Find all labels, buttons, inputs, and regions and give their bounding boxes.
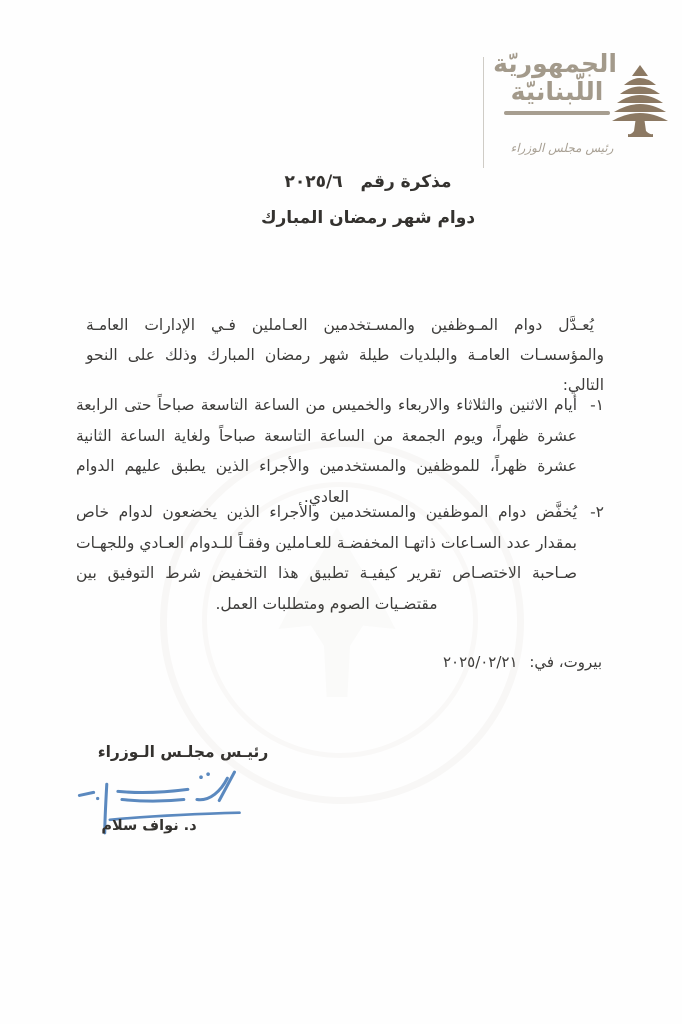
signer-title: رئيـس مجلـس الـوزراء — [97, 743, 269, 761]
memo-number-line — [158, 172, 578, 192]
item-1-number: ١- — [590, 396, 604, 414]
republic-calligraphy — [493, 49, 617, 115]
memo-label: مذكرة رقم — [360, 172, 452, 192]
memo-subject: دوام شهر رمضان المبارك — [260, 208, 476, 228]
item-1-text: أيام الاثنين والثلاثاء والاربعاء والخميس من الساعة التاسعة صباحاً حتى الرابعة عشرة ظهراً، ويوم الجمعة من الساعة التاسعة صباحاً ولغاية الساعة الثانية عشرة ظهراً، للموظفين والمستخدمين والأجراء الذين يطبق عليهم الدوام العادي. — [76, 396, 577, 506]
list-item-1 — [76, 390, 604, 512]
date-label: بيروت، في: — [529, 653, 602, 671]
letterhead-office-script: رئيس مجلس الوزراء — [510, 141, 614, 155]
letterhead-divider — [483, 57, 484, 168]
republic-name-line2: اللّبنانيّة — [510, 77, 604, 106]
date-line — [443, 653, 602, 671]
republic-name-line1: الجمهوريّة — [493, 49, 617, 78]
intro-paragraph: يُعـدَّل دوام المـوظفين والمسـتخدمين العـاملين فـي الإدارات العامـة والمؤسسـات العامـة والبلديات طيلة شهر رمضان المبارك وذلك على النحو التالي: — [86, 316, 604, 394]
date-value: ٢٠٢٥/٠٢/٢١ — [442, 653, 518, 671]
item-2-number: ٢- — [590, 503, 604, 521]
cedar-tree-icon — [610, 63, 670, 137]
calligraphy-flourish — [504, 111, 610, 115]
memo-number: ٢٠٢٥/٦ — [284, 172, 343, 192]
signer-name: د. نواف سلام — [101, 818, 197, 834]
list-item-2 — [76, 497, 604, 619]
item-2-text: يُخفَّض دوام الموظفين والمستخدمين والأجراء الذين يخضعون لدوام خاص بمقدار عدد السـاعات ذاتهـا المخفضـة للعـاملين وفقـاً للـدوام العـادي وللجهـات صـاحبة الاختصـاص تقرير كيفيـة تطبيق هذا التخفيض شرط التوفيق بين مقتضـيات الصوم ومتطلبات العمل. — [76, 503, 577, 613]
title-block — [158, 172, 578, 228]
